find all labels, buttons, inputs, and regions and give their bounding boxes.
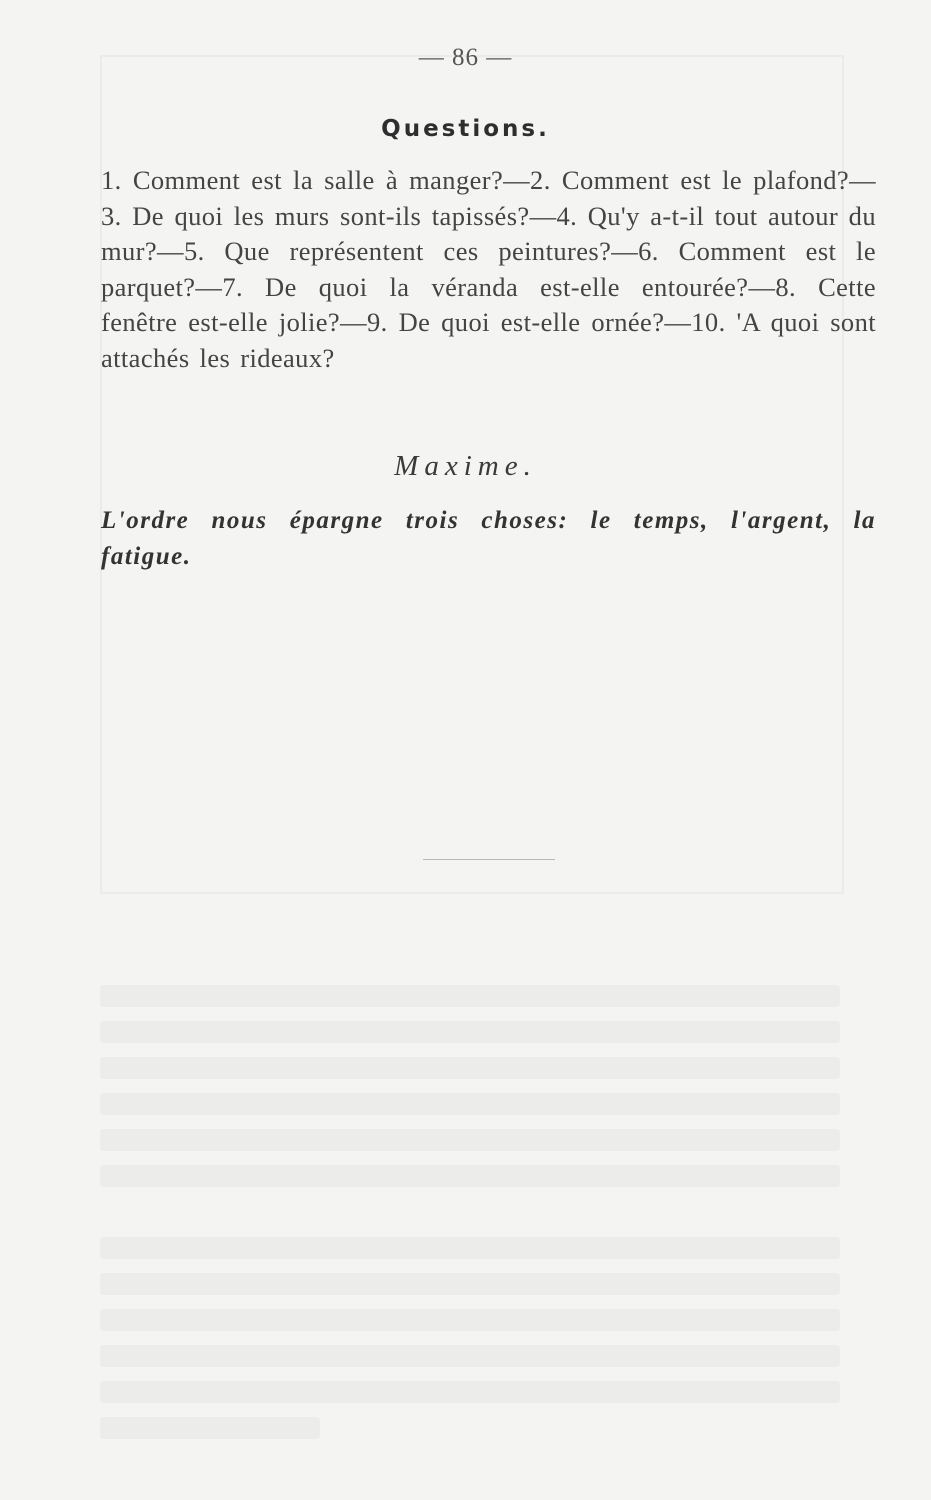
page-number: — 86 —	[418, 44, 513, 71]
bleed-through-line	[100, 1093, 840, 1115]
bleed-through-line	[100, 1345, 840, 1367]
bleed-through-line	[100, 1237, 840, 1259]
bleed-through-line	[100, 1021, 840, 1043]
maxim-text: L'ordre nous épargne trois choses: le temps, l'argent, la fatigue.	[101, 507, 876, 570]
questions-paragraph: 1. Comment est la salle à manger?—2. Comment est le plafond?—3. De quoi les murs sont-ils tapissés?—4. Qu'y a-t-il tout autour du mur?—5. Que représentent ces peintures?—6. Comment est le parquet?—7. De quoi la véranda est-elle entourée?—8. Cette fenêtre est-elle jolie?—9. De quoi est-elle ornée?—10. 'A quoi sont attachés les rideaux?	[101, 165, 876, 373]
questions-heading: Questions.	[381, 116, 550, 142]
bleed-through-line	[100, 1381, 840, 1403]
bleed-through-line	[100, 985, 840, 1007]
bleed-through-line	[100, 1057, 840, 1079]
bleed-through-line	[100, 1129, 840, 1151]
maxim-heading: Maxime.	[394, 450, 537, 482]
section-divider	[423, 859, 555, 860]
bleed-through-line	[100, 1165, 840, 1187]
bleed-through-line	[100, 1417, 320, 1439]
bleed-through-line	[100, 1309, 840, 1331]
bleed-through-line	[100, 1273, 840, 1295]
